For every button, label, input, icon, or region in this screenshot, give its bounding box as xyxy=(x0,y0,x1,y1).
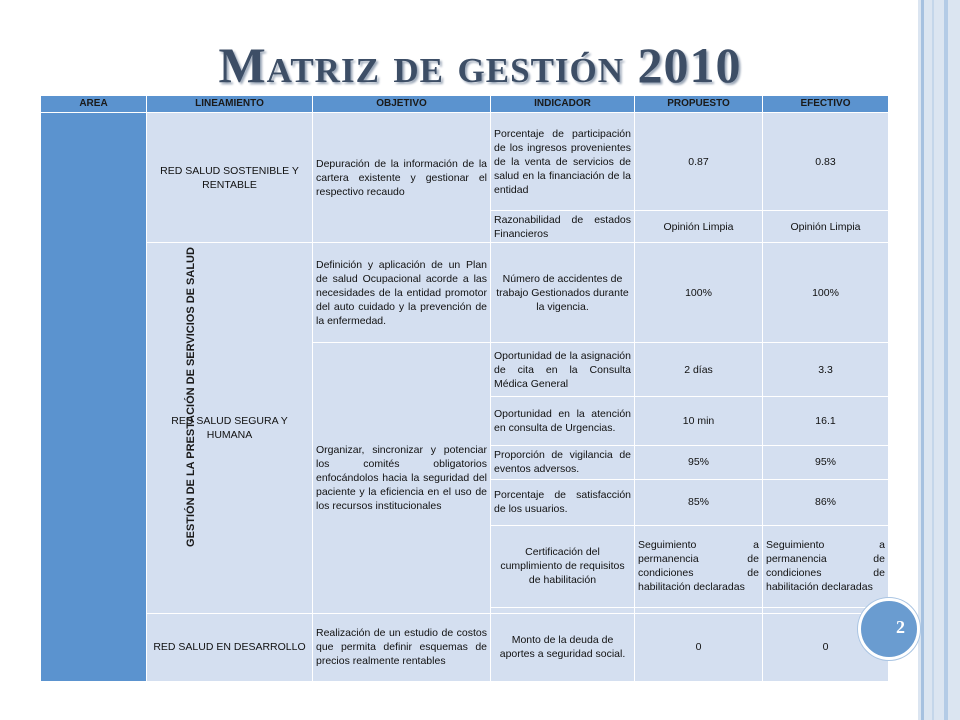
efectivo-cell: Seguimiento a permanencia de condiciones de habilitación declaradas xyxy=(763,525,889,607)
propuesto-cell: Opinión Limpia xyxy=(635,211,763,243)
indicador-cell: Porcentaje de satisfacción de los usuarios. xyxy=(491,479,635,525)
efectivo-cell: 100% xyxy=(763,243,889,343)
propuesto-cell: 100% xyxy=(635,243,763,343)
propuesto-cell: 2 días xyxy=(635,343,763,397)
efectivo-cell: 16.1 xyxy=(763,397,889,445)
area-label: GESTIÓN DE LA PRESTACIÓN DE SERVICIOS DE SALUD xyxy=(184,247,197,547)
indicador-cell: Monto de la deuda de aportes a seguridad social. xyxy=(491,613,635,681)
objetivo-cell: Realización de un estudio de costos que permita definir esquemas de precios realmente rentables xyxy=(313,613,491,681)
propuesto-cell: 95% xyxy=(635,445,763,479)
header-lineamiento: LINEAMIENTO xyxy=(147,96,313,113)
header-propuesto: PROPUESTO xyxy=(635,96,763,113)
header-area: AREA xyxy=(41,96,147,113)
frame-line xyxy=(944,0,948,720)
table-row xyxy=(41,613,889,681)
objetivo-cell: Organizar, sincronizar y potenciar los comités obligatorios enfocándolos hacia la seguridad del paciente y la eficiencia en el uso de los recursos institucionales xyxy=(313,343,491,613)
indicador-cell: Oportunidad de la asignación de cita en la Consulta Médica General xyxy=(491,343,635,397)
objetivo-cell: Definición y aplicación de un Plan de salud Ocupacional acorde a las necesidades de la entidad promotor del auto cuidado y la prevención de la enfermedad. xyxy=(313,243,491,343)
header-objetivo: OBJETIVO xyxy=(313,96,491,113)
lineamiento-cell: RED SALUD EN DESARROLLO xyxy=(147,613,313,681)
propuesto-cell: 0.87 xyxy=(635,113,763,211)
frame-line xyxy=(921,0,924,720)
propuesto-cell: 10 min xyxy=(635,397,763,445)
table-header-row xyxy=(41,96,889,113)
header-efectivo: EFECTIVO xyxy=(763,96,889,113)
indicador-cell: Oportunidad en la atención en consulta de Urgencias. xyxy=(491,397,635,445)
indicador-cell: Porcentaje de participación de los ingresos provenientes de la venta de servicios de salud en la financiación de la entidad xyxy=(491,113,635,211)
efectivo-cell: Opinión Limpia xyxy=(763,211,889,243)
table-row xyxy=(41,243,889,343)
efectivo-cell: 0.83 xyxy=(763,113,889,211)
indicador-cell: Proporción de vigilancia de eventos adversos. xyxy=(491,445,635,479)
propuesto-cell: 85% xyxy=(635,479,763,525)
management-matrix-table-wrap xyxy=(40,95,888,682)
indicador-cell: Razonabilidad de estados Financieros xyxy=(491,211,635,243)
slide-frame-right xyxy=(918,0,960,720)
propuesto-cell: 0 xyxy=(635,613,763,681)
area-cell xyxy=(41,113,197,682)
page-number: 2 xyxy=(896,617,905,637)
slide-title: Matriz de gestión 2010 xyxy=(218,37,742,93)
efectivo-cell: 0 xyxy=(763,613,889,681)
indicador-cell: Número de accidentes de trabajo Gestionados durante la vigencia. xyxy=(491,243,635,343)
lineamiento-cell: RED SALUD SOSTENIBLE Y RENTABLE xyxy=(147,113,313,243)
header-indicador: INDICADOR xyxy=(491,96,635,113)
propuesto-cell: Seguimiento a permanencia de condiciones de habilitación declaradas xyxy=(635,525,763,607)
indicador-cell: Certificación del cumplimiento de requisitos de habilitación xyxy=(491,525,635,607)
lineamiento-cell: RED SALUD SEGURA Y HUMANA xyxy=(147,243,313,614)
efectivo-cell: 86% xyxy=(763,479,889,525)
objetivo-cell: Depuración de la información de la cartera existente y gestionar el respectivo recaudo xyxy=(313,113,491,243)
efectivo-cell: 95% xyxy=(763,445,889,479)
efectivo-cell: 3.3 xyxy=(763,343,889,397)
frame-line xyxy=(932,0,934,720)
management-matrix-table xyxy=(40,95,889,682)
page-number-badge xyxy=(858,598,920,660)
table-row xyxy=(41,113,889,211)
